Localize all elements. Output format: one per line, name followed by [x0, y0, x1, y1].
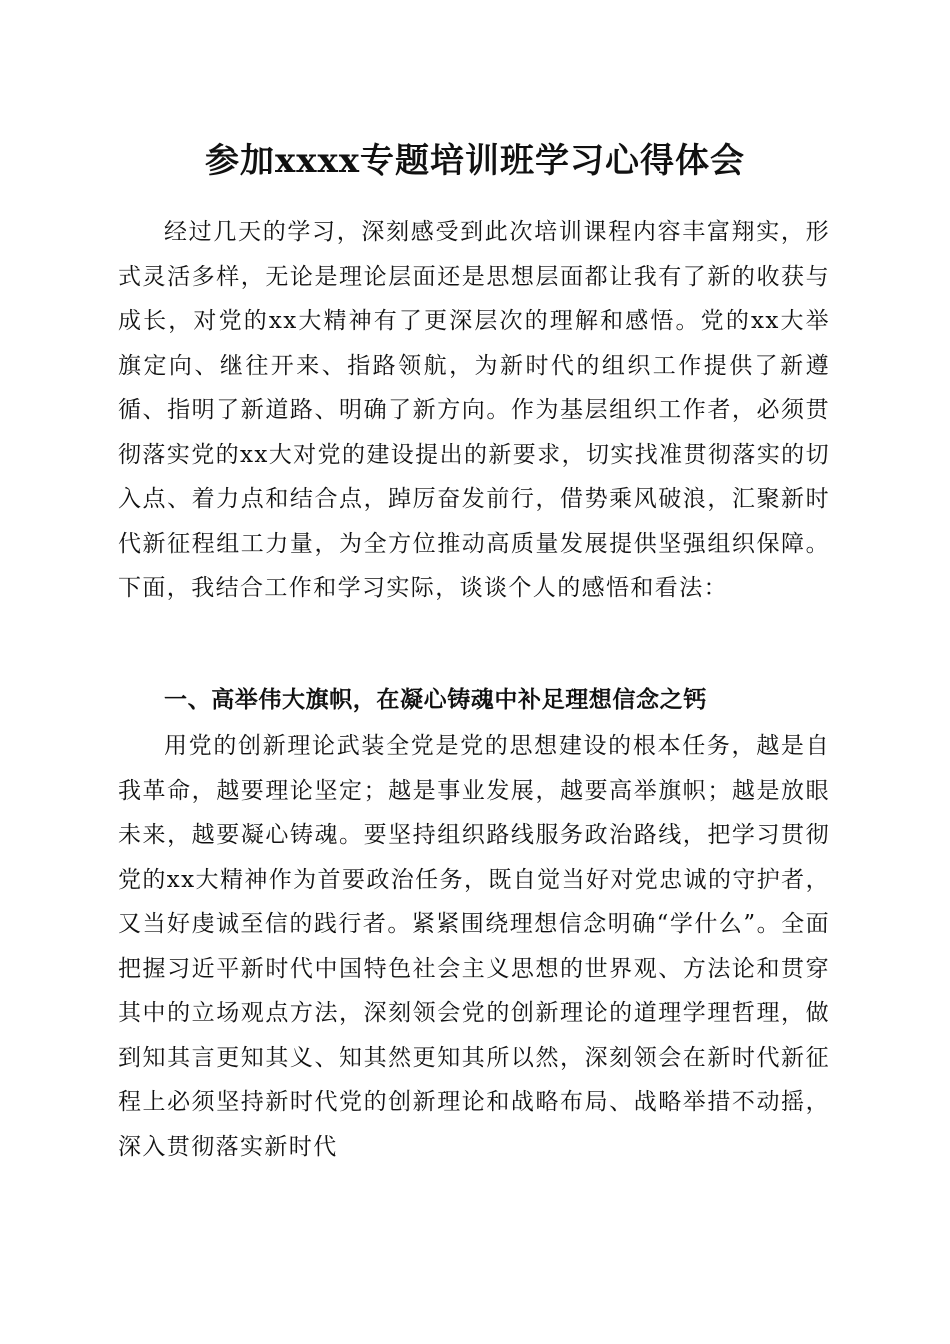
section-1-paragraph: 用党的创新理论武装全党是党的思想建设的根本任务，越是自我革命，越要理论坚定；越是事业发展，越要高举旗帜；越是放眼未来，越要凝心铸魂。要坚持组织路线服务政治路线，把学习贯彻党的xx大精神作为首要政治任务，既自觉当好对党忠诚的守护者，又当好虔诚至信的践行者。紧紧围绕理想信念明确“学什么”。全面把握习近平新时代中国特色社会主义思想的世界观、方法论和贯穿其中的立场观点方法，深刻领会党的创新理论的道理学理哲理，做到知其言更知其义、知其然更知其所以然，深刻领会在新时代新征程上必须坚持新时代党的创新理论和战略布局、战略举措不动摇，深入贯彻落实新时代: [118, 733, 830, 1160]
section-1-heading: 一、高举伟大旗帜，在凝心铸魂中补足理想信念之钙: [164, 687, 707, 713]
intro-paragraph: 经过几天的学习，深刻感受到此次培训课程内容丰富翔实，形式灵活多样，无论是理论层面还是思想层面都让我有了新的收获与成长，对党的xx大精神有了更深层次的理解和感悟。党的xx大举旗定向、继往开来、指路领航，为新时代的组织工作提供了新遵循、指明了新道路、明确了新方向。作为基层组织工作者，必须贯彻落实党的xx大对党的建设提出的新要求，切实找准贯彻落实的切入点、着力点和结合点，踔厉奋发前行，借势乘风破浪，汇聚新时代新征程组工力量，为全方位推动高质量发展提供坚强组织保障。下面，我结合工作和学习实际，谈谈个人的感悟和看法：: [118, 219, 830, 601]
document-title: 参加xxxx专题培训班学习心得体会: [204, 141, 746, 181]
